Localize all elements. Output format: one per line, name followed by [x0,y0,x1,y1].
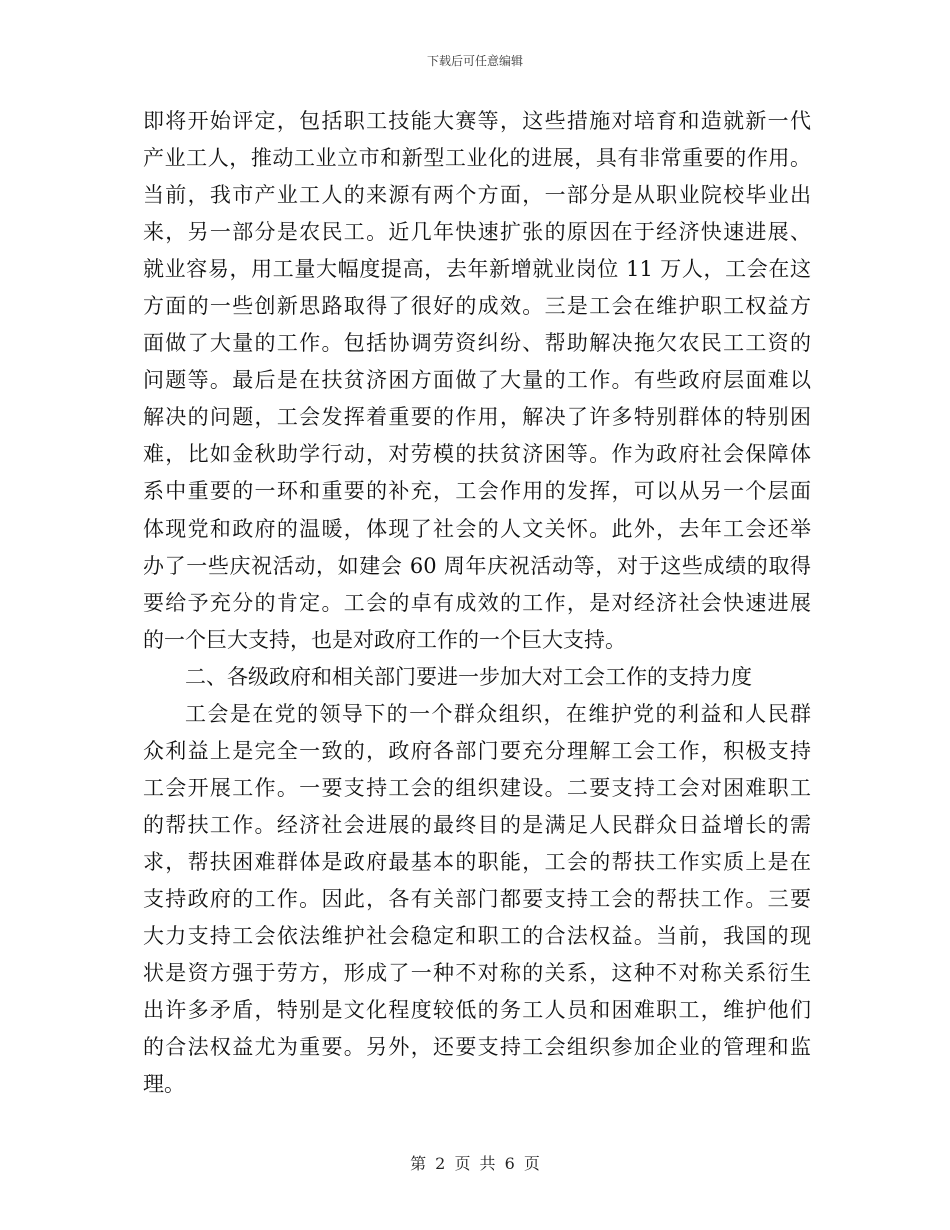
text-line: 工会是在党的领导下的一个群众组织，在维护党的利益和人民群 [185,701,811,726]
text-line: 的合法权益尤为重要。另外，还要支持工会组织参加企业的管理和监 [143,1035,811,1060]
text-line: 理。 [143,1072,185,1097]
section-heading: 二、各级政府和相关部门要进一步加大对工会工作的支持力度 [185,664,752,689]
text-line: 的一个巨大支持，也是对政府工作的一个巨大支持。 [143,627,626,652]
page-header: 下载后可任意编辑 [426,54,523,68]
text-line: 众利益上是完全一致的，政府各部门要充分理解工会工作，积极支持 [143,738,811,763]
text-line: 来，另一部分是农民工。近几年快速扩张的原因在于经济快速进展、 [143,220,811,245]
text-line: 产业工人，推动工业立市和新型工业化的进展，具有非常重要的作用。 [143,146,811,171]
text-line: 求，帮扶困难群体是政府最基本的职能，工会的帮扶工作实质上是在 [143,849,811,874]
text-line: 即将开始评定，包括职工技能大赛等，这些措施对培育和造就新一代 [143,109,811,133]
page-number: 第 2 页 共 6 页 [410,1154,540,1173]
text-line: 支持政府的工作。因此，各有关部门都要支持工会的帮扶工作。三要 [143,886,811,911]
text-line: 就业容易，用工量大幅度提高，去年新增就业岗位 11 万人，工会在这 [143,257,811,282]
text-line: 的帮扶工作。经济社会进展的最终目的是满足人民群众日益增长的需 [143,812,811,837]
text-line: 要给予充分的肯定。工会的卓有成效的工作，是对经济社会快速进展 [143,590,811,615]
text-line: 体现党和政府的温暖，体现了社会的人文关怀。此外，去年工会还举 [143,516,811,541]
text-line: 难，比如金秋助学行动，对劳模的扶贫济困等。作为政府社会保障体 [143,442,811,467]
document-body [143,103,811,1103]
text-line: 当前，我市产业工人的来源有两个方面，一部分是从职业院校毕业出 [143,183,811,208]
text-line: 工会开展工作。一要支持工会的组织建设。二要支持工会对困难职工 [143,775,811,800]
text-line: 状是资方强于劳方，形成了一种不对称的关系，这种不对称关系衍生 [143,961,811,986]
text-line: 解决的问题，工会发挥着重要的作用，解决了许多特别群体的特别困 [143,405,811,430]
text-line: 问题等。最后是在扶贫济困方面做了大量的工作。有些政府层面难以 [143,368,811,393]
text-line: 方面的一些创新思路取得了很好的成效。三是工会在维护职工权益方 [143,294,811,319]
text-line: 大力支持工会依法维护社会稳定和职工的合法权益。当前，我国的现 [143,924,811,949]
text-line: 出许多矛盾，特别是文化程度较低的务工人员和困难职工，维护他们 [143,998,811,1023]
text-line: 系中重要的一环和重要的补充，工会作用的发挥，可以从另一个层面 [143,479,811,504]
text-line: 面做了大量的工作。包括协调劳资纠纷、帮助解决拖欠农民工工资的 [143,331,811,356]
text-line: 办了一些庆祝活动，如建会 60 周年庆祝活动等，对于这些成绩的取得 [143,553,811,578]
